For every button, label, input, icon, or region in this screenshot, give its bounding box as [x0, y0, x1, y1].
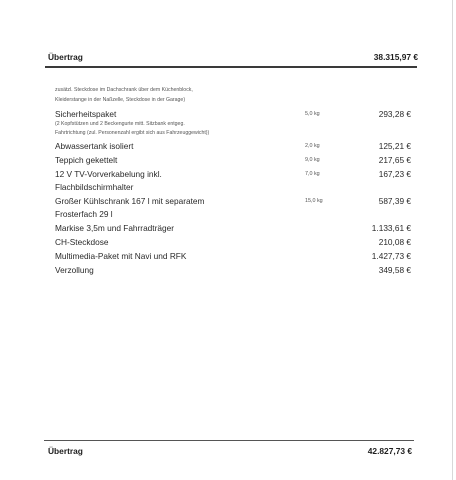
- item-label: Flachbildschirmhalter: [55, 182, 134, 192]
- item-label: Verzollung: [55, 265, 94, 275]
- line-item: [55, 155, 411, 167]
- item-label: Großer Kühlschrank 167 l mit separatem: [55, 196, 205, 206]
- item-label: Abwassertank isoliert: [55, 141, 134, 151]
- carryover-header-amount: 38.315,97 €: [373, 52, 418, 62]
- item-weight: 7,0 kg: [305, 171, 320, 177]
- line-item: [55, 251, 411, 263]
- item-label: CH-Steckdose: [55, 237, 109, 247]
- item-note: Fahrtrichtung (zul. Personenzahl ergibt sich aus Fahrzeuggewicht)): [55, 130, 210, 136]
- line-item: [55, 169, 411, 181]
- item-price: 349,58 €: [378, 265, 411, 275]
- carryover-footer-amount: 42.827,73 €: [367, 446, 412, 456]
- line-item: [55, 209, 411, 221]
- item-weight: 15,0 kg: [305, 198, 323, 204]
- item-label: Teppich gekettelt: [55, 155, 118, 165]
- line-item: [55, 237, 411, 249]
- item-price: 1.133,61 €: [371, 223, 411, 233]
- item-label: Markise 3,5m und Fahrradträger: [55, 223, 174, 233]
- carryover-footer: [48, 446, 412, 456]
- line-item: [55, 141, 411, 153]
- item-weight: 5,0 kg: [305, 111, 320, 117]
- item-label: Frosterfach 29 l: [55, 209, 113, 219]
- item-weight: 9,0 kg: [305, 157, 320, 163]
- line-item: [55, 223, 411, 235]
- header-divider: [45, 66, 417, 68]
- item-price: 167,23 €: [378, 169, 411, 179]
- item-price: 1.427,73 €: [371, 251, 411, 261]
- item-price: 210,08 €: [378, 237, 411, 247]
- line-item: [55, 196, 411, 208]
- item-price: 125,21 €: [378, 141, 411, 151]
- item-note: Kleiderstange in der Naßzelle, Steckdose in der Garage): [55, 97, 186, 103]
- item-price: 217,65 €: [378, 155, 411, 165]
- line-item: [55, 109, 411, 121]
- footer-divider: [44, 440, 414, 441]
- page-edge: [452, 0, 453, 480]
- line-item: [55, 265, 411, 277]
- item-note: zusätzl. Steckdose im Dachschrank über dem Küchenblock,: [55, 87, 193, 93]
- item-weight: 2,0 kg: [305, 143, 320, 149]
- carryover-header-label: Übertrag: [48, 52, 83, 62]
- item-label: Sicherheitspaket: [55, 109, 117, 119]
- item-label: Multimedia-Paket mit Navi und RFK: [55, 251, 187, 261]
- item-price: 293,28 €: [378, 109, 411, 119]
- item-price: 587,39 €: [378, 196, 411, 206]
- carryover-footer-label: Übertrag: [48, 446, 83, 456]
- carryover-header: [48, 52, 418, 62]
- item-label: 12 V TV-Vorverkabelung inkl.: [55, 169, 162, 179]
- item-note: (2 Kopfstützen und 2 Beckengurte mitt. Sitzbank entgeg.: [55, 121, 185, 127]
- line-item: [55, 182, 411, 194]
